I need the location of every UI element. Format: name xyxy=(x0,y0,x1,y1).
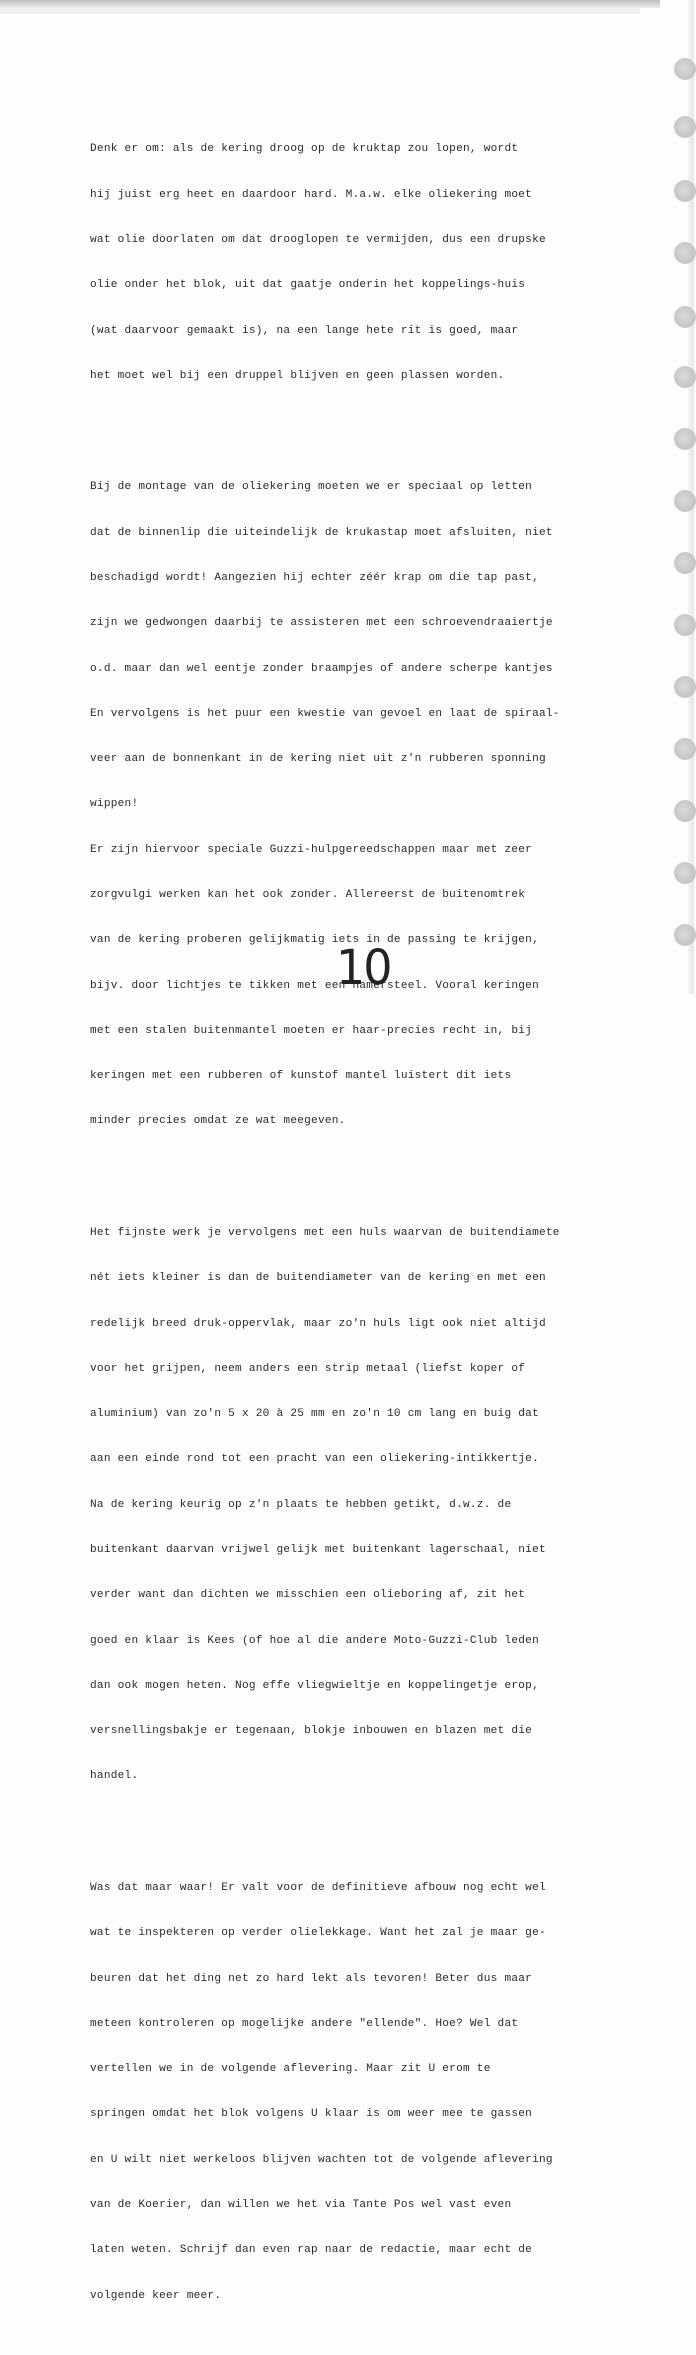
text-line: dan ook mogen heten. Nog effe vliegwieltje en koppelingetje erop, xyxy=(90,1679,539,1692)
text-line: springen omdat het blok volgens U klaar is om weer mee te gassen xyxy=(90,2108,533,2121)
text-line: wat te inspekteren op verder olielekkage. Want het zal je maar ge- xyxy=(90,1927,546,1940)
text-line: Na de kering keurig op z'n plaats te hebben getikt, d.w.z. de xyxy=(90,1498,512,1511)
text-line: zijn we gedwongen daarbij te assisteren met een schroevendraaiertje xyxy=(90,617,553,630)
text-line: en U wilt niet werkeloos blijven wachten tot de volgende aflevering xyxy=(90,2153,553,2166)
text-line: Het fijnste werk je vervolgens met een huls waarvan de buitendiamete xyxy=(90,1227,560,1240)
text-line: hij juist erg heet en daardoor hard. M.a.w. elke oliekering moet xyxy=(90,188,533,201)
paragraph-1 xyxy=(90,112,675,414)
punch-hole xyxy=(674,242,696,264)
text-line: wat olie doorlaten om dat drooglopen te vermijden, dus een drupske xyxy=(90,233,546,246)
text-line: bijv. door lichtjes te tikken met een hamersteel. Vooral keringen xyxy=(90,979,539,992)
text-line: aan een einde rond tot een pracht van een oliekering-intikkertje. xyxy=(90,1453,539,1466)
text-line: veer aan de bonnenkant in de kering niet uit z'n rubberen sponning xyxy=(90,753,546,766)
paragraph-4 xyxy=(90,1851,675,2334)
article-body xyxy=(90,82,675,2355)
text-line: laten weten. Schrijf dan even rap naar de redactie, maar echt de xyxy=(90,2244,533,2257)
text-line: van de kering proberen gelijkmatig iets in de passing te krijgen, xyxy=(90,934,539,947)
text-line: (wat daarvoor gemaakt is), na een lange hete rit is goed, maar xyxy=(90,324,519,337)
text-line: handel. xyxy=(90,1770,139,1783)
text-line: Er zijn hiervoor speciale Guzzi-hulpgereedschappen maar met zeer xyxy=(90,843,533,856)
text-line: wippen! xyxy=(90,798,139,811)
text-line: nét iets kleiner is dan de buitendiameter van de kering en met een xyxy=(90,1272,546,1285)
text-line: buitenkant daarvan vrijwel gelijk met buitenkant lagerschaal, níet xyxy=(90,1544,546,1556)
text-line: versnellingsbakje er tegenaan, blokje inbouwen en blazen met die xyxy=(90,1725,533,1738)
text-line: minder precies omdat ze wat meegeven. xyxy=(90,1115,346,1128)
text-line: Was dat maar waar! Er valt voor de definitieve afbouw nog echt wel xyxy=(90,1882,546,1895)
text-line: beuren dat het ding net zo hard lekt als tevoren! Beter dus maar xyxy=(90,1972,533,1985)
text-line: beschadigd wordt! Aangezien hij echter zéér krap om die tap past, xyxy=(90,572,539,584)
scan-top-shadow xyxy=(0,0,660,8)
punch-hole xyxy=(674,490,696,512)
punch-hole xyxy=(674,614,696,636)
punch-hole xyxy=(674,738,696,760)
text-line: keringen met een rubberen of kunstof mantel luistert dit iets xyxy=(90,1070,512,1083)
text-line: het moet wel bij een druppel blijven en geen plassen worden. xyxy=(90,369,505,382)
punch-hole xyxy=(674,428,696,450)
punch-hole xyxy=(674,800,696,822)
text-line: olie onder het blok, uit dat gaatje onderin het koppelings-huis xyxy=(90,279,526,292)
scan-top-edge xyxy=(0,8,640,14)
paragraph-2 xyxy=(90,450,675,1159)
page-number: 10 xyxy=(336,938,391,996)
punch-hole xyxy=(674,180,696,202)
binder-holes xyxy=(668,0,694,994)
punch-hole xyxy=(674,306,696,328)
punch-hole xyxy=(674,116,696,138)
punch-hole xyxy=(674,924,696,946)
text-line: Bij de montage van de oliekering moeten we er speciaal op letten xyxy=(90,481,533,494)
text-line: En vervolgens is het puur een kwestie van gevoel en laat de spiraal- xyxy=(90,707,560,720)
text-line: vertellen we in de volgende aflevering. Maar zit U erom te xyxy=(90,2063,491,2076)
punch-hole xyxy=(674,366,696,388)
text-line: voor het grijpen, neem anders een strip metaal (liefst koper of xyxy=(90,1362,526,1375)
text-line: dat de binnenlip die uiteindelijk de krukastap moet afsluiten, niet xyxy=(90,526,553,539)
punch-hole xyxy=(674,552,696,574)
text-line: zorgvulgi werken kan het ook zonder. Allereerst de buitenomtrek xyxy=(90,888,526,901)
text-line: meteen kontroleren op mogelijke andere "ellende". Hoe? Wel dat xyxy=(90,2017,519,2030)
text-line: volgende keer meer. xyxy=(90,2289,222,2302)
punch-hole xyxy=(674,862,696,884)
punch-hole xyxy=(674,676,696,698)
paragraph-3 xyxy=(90,1196,675,1815)
text-line: aluminium) van zo'n 5 x 20 à 25 mm en zo'n 10 cm lang en buig dat xyxy=(90,1408,539,1421)
text-line: Denk er om: als de kering droog op de kruktap zou lopen, wordt xyxy=(90,143,519,156)
text-line: redelijk breed druk-oppervlak, maar zo'n huls ligt ook niet altijd xyxy=(90,1317,546,1330)
text-line: verder want dan dichten we misschien een olieboring af, zit het xyxy=(90,1589,526,1602)
punch-hole xyxy=(674,58,696,80)
text-line: van de Koerier, dan willen we het via Tante Pos wel vast even xyxy=(90,2199,512,2212)
text-line: o.d. maar dan wel eentje zonder braampjes of andere scherpe kantjes xyxy=(90,662,553,675)
text-line: met een stalen buitenmantel moeten er haar-precies recht in, bij xyxy=(90,1024,533,1037)
text-line: goed en klaar is Kees (of hoe al die andere Moto-Guzzi-Club leden xyxy=(90,1634,539,1647)
